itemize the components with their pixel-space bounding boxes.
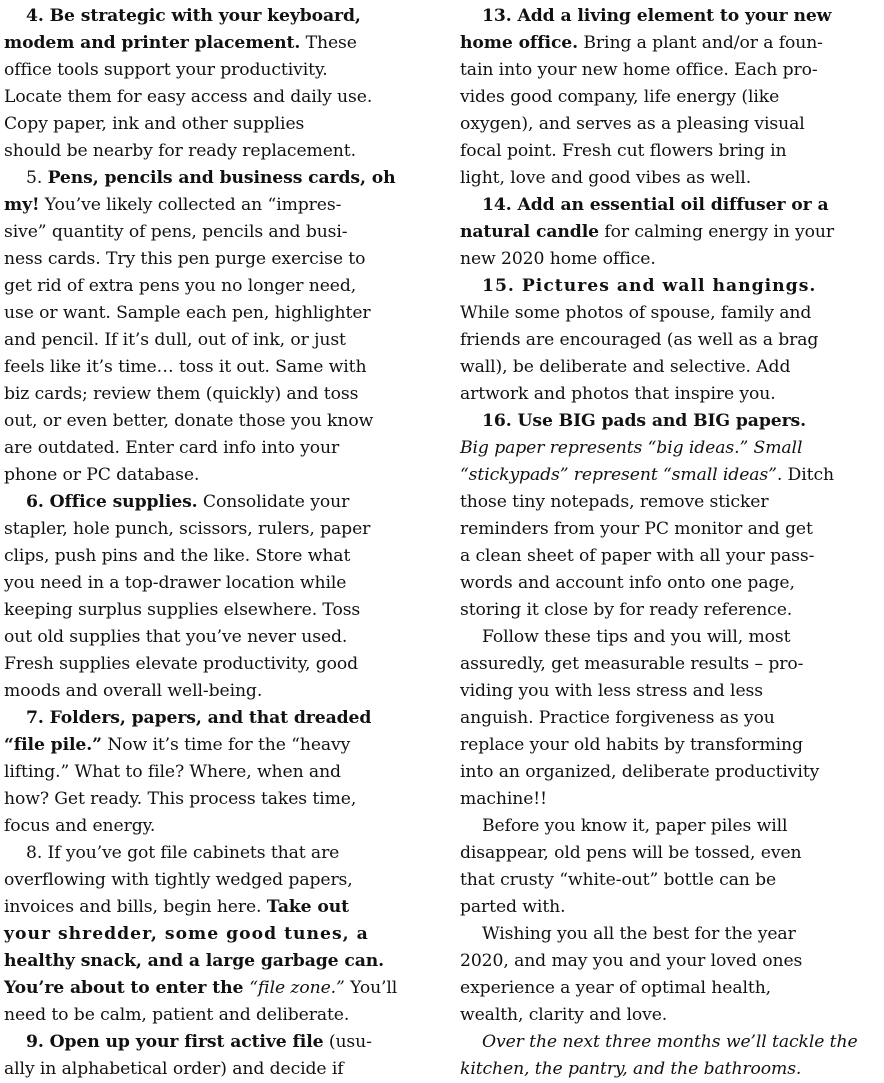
italic-text: kitchen, the pantry, and the bathrooms.	[460, 1059, 802, 1079]
bold-text: modem and printer placement.	[4, 33, 301, 53]
left-column-text-line	[4, 300, 424, 327]
body-text: viding you with less stress and less	[460, 681, 763, 701]
left-column-text-line	[4, 489, 424, 516]
right-column-text-line	[460, 1056, 880, 1083]
right-column-text-line	[460, 624, 880, 651]
right-column-text-line	[460, 651, 880, 678]
body-text: should be nearby for ready replacement.	[4, 141, 356, 161]
body-text: office tools support your productivity.	[4, 60, 328, 80]
italic-text: “stickypads” represent “small ideas”	[460, 465, 777, 485]
body-text: wall), be deliberate and selective. Add	[460, 357, 791, 377]
bold-text: Take out	[266, 897, 350, 917]
bold-text: You’re about to enter the	[4, 978, 250, 998]
body-text: into an organized, deliberate productivity	[460, 762, 820, 782]
right-column-text-line	[460, 57, 880, 84]
right-column-text-line	[460, 975, 880, 1002]
body-text: Copy paper, ink and other supplies	[4, 114, 305, 134]
bold-text: 15. Pictures and wall hangings.	[482, 276, 817, 296]
right-column-text-line	[460, 354, 880, 381]
body-text: Wishing you all the best for the year	[482, 924, 796, 944]
body-text: You’ll	[344, 978, 398, 998]
right-column-text-line	[460, 867, 880, 894]
body-text: 5.	[26, 168, 48, 188]
body-text: 2020, and may you and your loved ones	[460, 951, 803, 971]
body-text: Follow these tips and you will, most	[482, 627, 791, 647]
body-text: stapler, hole punch, scissors, rulers, paper	[4, 519, 371, 539]
right-column-text-line	[460, 786, 880, 813]
left-column-text-line	[4, 57, 424, 84]
italic-text: “file zone.”	[249, 978, 345, 998]
body-text: reminders from your PC monitor and get	[460, 519, 813, 539]
body-text: phone or PC database.	[4, 465, 200, 485]
body-text: a clean sheet of paper with all your pass-	[460, 546, 815, 566]
left-column-text-line	[4, 192, 424, 219]
right-column-text-line	[460, 570, 880, 597]
right-column-text-line	[460, 894, 880, 921]
right-column-text-line	[460, 111, 880, 138]
body-text: use or want. Sample each pen, highlighter	[4, 303, 371, 323]
left-column-text-line	[4, 570, 424, 597]
body-text: Bring a plant and/or a foun-	[578, 33, 823, 53]
body-text: keeping surplus supplies elsewhere. Toss	[4, 600, 361, 620]
body-text: words and account info onto one page,	[460, 573, 795, 593]
body-text: experience a year of optimal health,	[460, 978, 772, 998]
right-column-text-line	[460, 921, 880, 948]
left-column-text-line	[4, 111, 424, 138]
body-text: Now it’s time for the “heavy	[101, 735, 351, 755]
left-column-text-line	[4, 1056, 424, 1083]
bold-text: natural candle	[460, 222, 599, 242]
body-text: While some photos of spouse, family and	[460, 303, 812, 323]
body-text: machine!!	[460, 789, 547, 809]
left-column-text-line	[4, 732, 424, 759]
left-column-text-line	[4, 624, 424, 651]
body-text: new 2020 home office.	[460, 249, 656, 269]
right-column-text-line	[460, 813, 880, 840]
right-column-text-line	[460, 84, 880, 111]
body-text: moods and overall well-being.	[4, 681, 263, 701]
right-column-text-line	[460, 759, 880, 786]
body-text: Fresh supplies elevate productivity, good	[4, 654, 359, 674]
left-column-text-line	[4, 597, 424, 624]
body-text: Consolidate your	[197, 492, 350, 512]
right-column-text-line	[460, 489, 880, 516]
body-text: oxygen), and serves as a pleasing visual	[460, 114, 805, 134]
left-column-text-line	[4, 84, 424, 111]
bold-text: 13. Add a living element to your new	[482, 6, 832, 26]
left-column-text-line	[4, 354, 424, 381]
left-column-text-line	[4, 1002, 424, 1029]
left-column-text-line	[4, 381, 424, 408]
body-text: for calming energy in your	[598, 222, 834, 242]
right-column-text-line	[460, 435, 880, 462]
body-text: need to be calm, patient and deliberate.	[4, 1005, 350, 1025]
right-column-text-line	[460, 408, 880, 435]
body-text: get rid of extra pens you no longer need,	[4, 276, 357, 296]
body-text: out old supplies that you’ve never used.	[4, 627, 348, 647]
bold-text: 4. Be strategic with your keyboard,	[26, 6, 361, 26]
right-column-text-line	[460, 1002, 880, 1029]
left-column-text-line	[4, 759, 424, 786]
left-column-text-line	[4, 3, 424, 30]
left-column-text-line	[4, 651, 424, 678]
left-column-text-line	[4, 894, 424, 921]
body-text: focal point. Fresh cut flowers bring in	[460, 141, 787, 161]
right-column-text-line	[460, 3, 880, 30]
body-text: friends are encouraged (as well as a brag	[460, 330, 819, 350]
right-column-text-line	[460, 516, 880, 543]
left-column-text-line	[4, 678, 424, 705]
right-column-text-line	[460, 597, 880, 624]
body-text: 8. If you’ve got file cabinets that are	[26, 843, 340, 863]
body-text: out, or even better, donate those you know	[4, 411, 374, 431]
left-column-text-line	[4, 435, 424, 462]
left-column-text-line	[4, 165, 424, 192]
body-text: feels like it’s time… toss it out. Same with	[4, 357, 367, 377]
left-column-text-line	[4, 246, 424, 273]
left-column-text-line	[4, 138, 424, 165]
left-column-text-line	[4, 813, 424, 840]
bold-text: Pens, pencils and business cards, oh	[47, 168, 396, 188]
body-text: clips, push pins and the like. Store what	[4, 546, 351, 566]
right-column-text-line	[460, 1029, 880, 1056]
right-column-text-line	[460, 246, 880, 273]
body-text: Before you know it, paper piles will	[482, 816, 788, 836]
body-text: wealth, clarity and love.	[460, 1005, 668, 1025]
body-text: artwork and photos that inspire you.	[460, 384, 776, 404]
body-text: and pencil. If it’s dull, out of ink, or just	[4, 330, 346, 350]
right-column-text-line	[460, 381, 880, 408]
body-text: anguish. Practice forgiveness as you	[460, 708, 775, 728]
bold-text: your shredder, some good tunes, a	[4, 924, 369, 944]
right-column-text-line	[460, 219, 880, 246]
body-text: tain into your new home office. Each pro-	[460, 60, 818, 80]
right-column-text-line	[460, 705, 880, 732]
left-column-text-line	[4, 273, 424, 300]
bold-text: home office.	[460, 33, 579, 53]
body-text: (usu-	[323, 1032, 372, 1052]
left-column-text-line	[4, 1029, 424, 1056]
body-text: disappear, old pens will be tossed, even	[460, 843, 802, 863]
left-column-text-line	[4, 219, 424, 246]
body-text: assuredly, get measurable results – pro-	[460, 654, 804, 674]
left-column-text-line	[4, 462, 424, 489]
bold-text: 6. Office supplies.	[26, 492, 198, 512]
left-column-text-line	[4, 516, 424, 543]
body-text: those tiny notepads, remove sticker	[460, 492, 769, 512]
left-column	[4, 3, 424, 1083]
bold-text: 9. Open up your first active file	[26, 1032, 324, 1052]
right-column-text-line	[460, 327, 880, 354]
bold-text: healthy snack, and a large garbage can.	[4, 951, 385, 971]
right-column	[460, 3, 880, 1083]
body-text: focus and energy.	[4, 816, 156, 836]
body-text: storing it close by for ready reference.	[460, 600, 793, 620]
body-text: replace your old habits by transforming	[460, 735, 803, 755]
right-column-text-line	[460, 165, 880, 192]
left-column-text-line	[4, 867, 424, 894]
left-column-text-line	[4, 786, 424, 813]
body-text: are outdated. Enter card info into your	[4, 438, 340, 458]
body-text: ally in alphabetical order) and decide if	[4, 1059, 344, 1079]
right-column-text-line	[460, 30, 880, 57]
left-column-text-line	[4, 705, 424, 732]
body-text: sive” quantity of pens, pencils and busi-	[4, 222, 348, 242]
body-text: light, love and good vibes as well.	[460, 168, 752, 188]
bold-text: 7. Folders, papers, and that dreaded	[26, 708, 372, 728]
left-column-text-line	[4, 975, 424, 1002]
right-column-text-line	[460, 192, 880, 219]
left-column-text-line	[4, 543, 424, 570]
body-text: These	[300, 33, 357, 53]
italic-text: Big paper represents “big ideas.” Small	[460, 438, 803, 458]
right-column-text-line	[460, 732, 880, 759]
right-column-text-line	[460, 678, 880, 705]
left-column-text-line	[4, 921, 424, 948]
body-text: that crusty “white-out” bottle can be	[460, 870, 777, 890]
right-column-text-line	[460, 948, 880, 975]
right-column-text-line	[460, 462, 880, 489]
body-text: overflowing with tightly wedged papers,	[4, 870, 353, 890]
body-text: parted with.	[460, 897, 566, 917]
body-text: how? Get ready. This process takes time,	[4, 789, 357, 809]
body-text: vides good company, life energy (like	[460, 87, 780, 107]
body-text: . Ditch	[776, 465, 834, 485]
bold-text: 16. Use BIG pads and BIG papers.	[482, 411, 807, 431]
left-column-text-line	[4, 327, 424, 354]
body-text: you need in a top-drawer location while	[4, 573, 347, 593]
bold-text: my!	[4, 195, 40, 215]
italic-text: Over the next three months we’ll tackle the	[482, 1032, 858, 1052]
body-text: You’ve likely collected an “impres-	[39, 195, 342, 215]
body-text: ness cards. Try this pen purge exercise to	[4, 249, 366, 269]
left-column-text-line	[4, 408, 424, 435]
body-text: biz cards; review them (quickly) and toss	[4, 384, 359, 404]
body-text: Locate them for easy access and daily use.	[4, 87, 373, 107]
body-text: lifting.” What to file? Where, when and	[4, 762, 341, 782]
right-column-text-line	[460, 840, 880, 867]
right-column-text-line	[460, 300, 880, 327]
left-column-text-line	[4, 840, 424, 867]
bold-text: 14. Add an essential oil diffuser or a	[482, 195, 829, 215]
left-column-text-line	[4, 948, 424, 975]
right-column-text-line	[460, 543, 880, 570]
left-column-text-line	[4, 30, 424, 57]
bold-text: “file pile.”	[4, 735, 102, 755]
right-column-text-line	[460, 138, 880, 165]
body-text: invoices and bills, begin here.	[4, 897, 267, 917]
right-column-text-line	[460, 273, 880, 300]
